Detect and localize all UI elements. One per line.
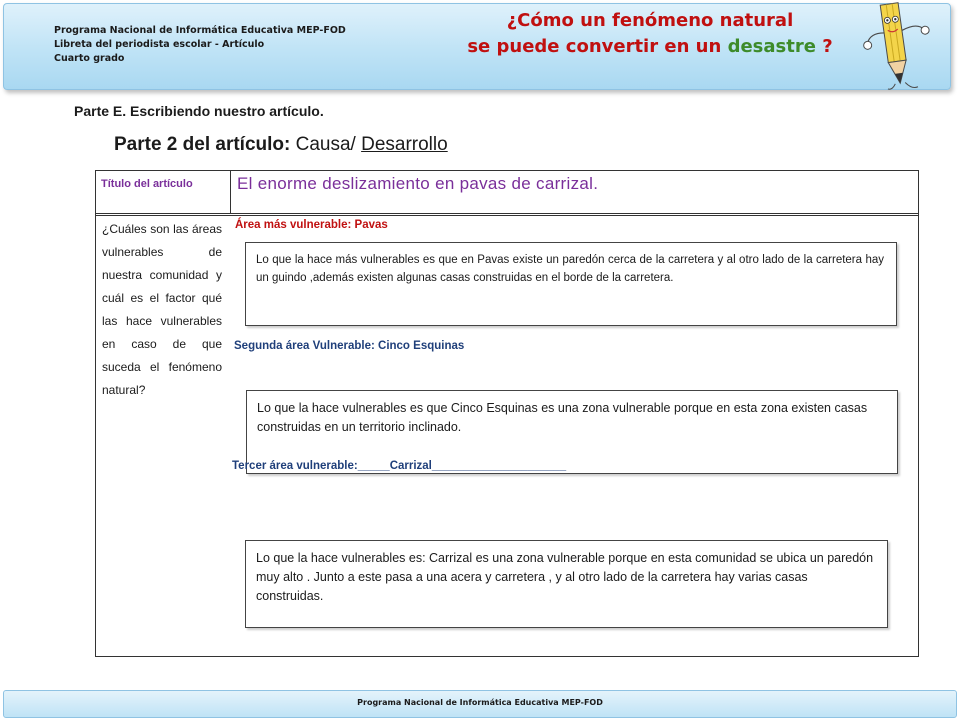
area-1-answer-box [245,242,897,326]
title-line-2-start: se puede convertir en un [467,36,722,57]
program-info [54,24,346,66]
pencil-mascot-illustration [860,0,952,95]
part-heading-underlined: Desarrollo [361,134,448,155]
program-line-1: Programa Nacional de Informática Educativa MEP-FOD [54,25,346,36]
title-label: Título del artículo [101,178,193,190]
area-3-header: Tercer área vulnerable:_____Carrizal_____________________ [232,460,567,472]
title-question-mark: ? [822,36,833,57]
part-heading-bold: Parte 2 del artículo: [114,134,291,155]
page-title [440,8,860,60]
article-title: El enorme deslizamiento en pavas de carrizal. [237,174,599,193]
footer-banner [3,690,957,718]
title-keyword: desastre [727,36,816,57]
program-line-2: Libreta del periodista escolar - Artículo [54,39,265,50]
area-1-answer: Lo que la hace más vulnerables es que en Pavas existe un paredón cerca de la carretera y al otro lado de la carretera hay un guindo ,además existen algunas casas construidas en el borde de la carretera. [256,254,884,284]
area-3-answer-box [245,540,888,628]
title-line-1: ¿Cómo un fenómeno natural [506,10,794,31]
section-label: Parte E. Escribiendo nuestro artículo. [74,103,324,119]
footer-text: Programa Nacional de Informática Educativa MEP-FOD [357,698,603,707]
area-1-header: Área más vulnerable: Pavas [235,219,388,231]
part-heading-normal: Causa/ [295,134,356,155]
vulnerability-question: ¿Cuáles son las áreas vulnerables de nuestra comunidad y cuál es el factor qué las hace vulnerables en caso de que suceda el fenómeno natural? [102,222,222,397]
area-3-answer: Lo que la hace vulnerables es: Carrizal es una zona vulnerable porque en esta comunidad se ubica un paredón muy alto . Junto a este pasa a una acera y carretera , y al otro lado de la carretera hay varias casas construidas. [256,551,874,603]
program-line-3: Cuarto grado [54,53,125,64]
column-divider [230,170,231,214]
part-heading [114,134,448,156]
area-2-answer: Lo que la hace vulnerables es que Cinco Esquinas es una zona vulnerable porque en esta zona existen casas construidas en un territorio inclinado. [257,401,868,434]
area-2-header: Segunda área Vulnerable: Cinco Esquinas [234,340,465,352]
title-line-2 [440,34,860,60]
